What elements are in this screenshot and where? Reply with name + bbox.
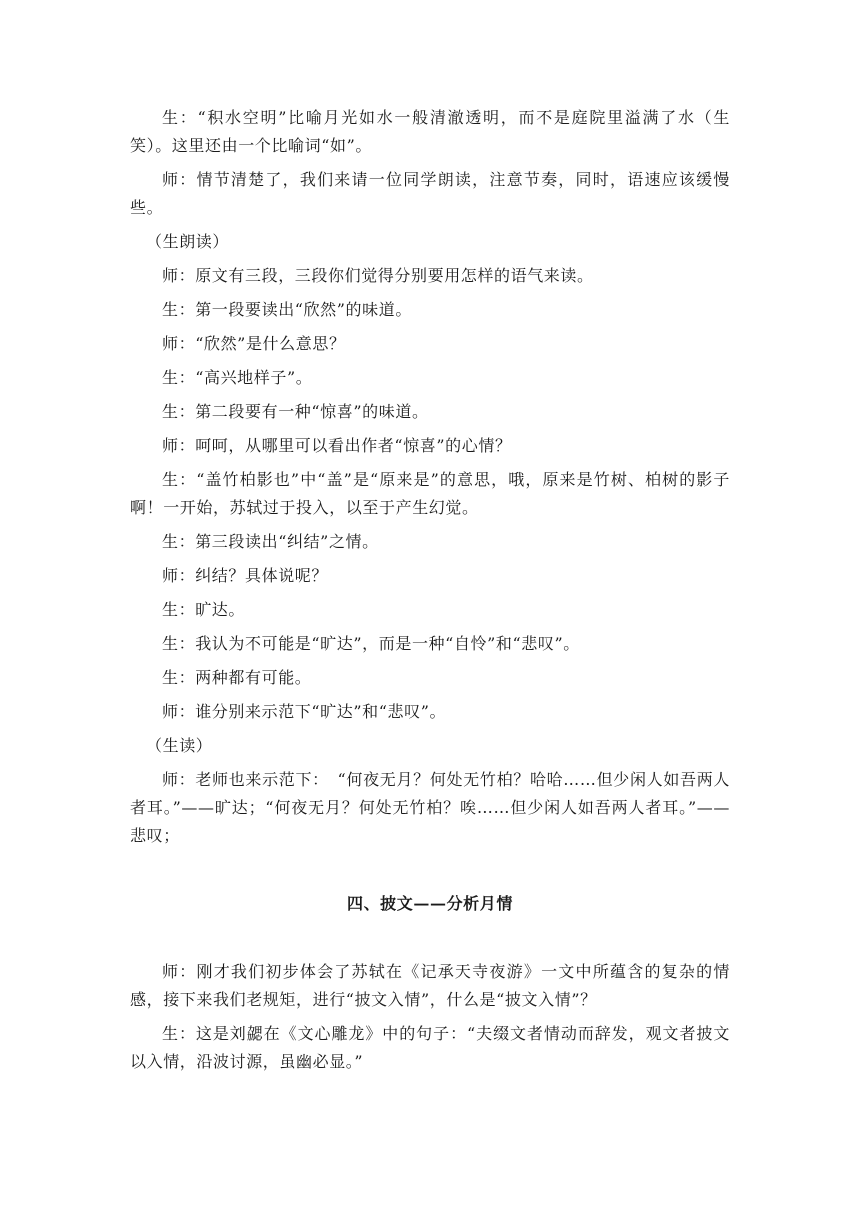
paragraph-student-kuangda: 生：旷达。 <box>162 600 246 619</box>
paragraph-student-xinran: 生：第一段要读出“欣然”的味道。 <box>162 300 412 319</box>
paragraph-student-gai: 生：“盖竹柏影也”中“盖”是“原来是”的意思，哦，原来是竹树、柏树的影子啊！一开始，苏轼过于投入，以至于产生幻觉。 <box>130 470 730 517</box>
paragraph-teacher-jiujie: 师：纠结？具体说呢？ <box>162 566 329 585</box>
paragraph-teacher-xinran-meaning: 师：“欣然”是什么意思？ <box>162 334 346 353</box>
paragraph-teacher-three-sections: 师：原文有三段，三段你们觉得分别要用怎样的语气来读。 <box>162 266 594 285</box>
paragraph-teacher-demo: 师：老师也来示范下： “何夜无月？何处无竹柏？哈哈……但少闲人如吾两人者耳。”——旷达；“何夜无月？何处无竹柏？唉……但少闲人如吾两人者耳。”——悲叹； <box>130 770 730 845</box>
paragraph-student-both: 生：两种都有可能。 <box>162 668 312 687</box>
paragraph-teacher-jingxi: 师：呵呵，从哪里可以看出作者“惊喜”的心情？ <box>162 436 512 455</box>
paragraph-teacher-piwen: 师：刚才我们初步体会了苏轼在《记承天寺夜游》一文中所蕴含的复杂的情感，接下来我们老规矩，进行“披文入情”，什么是“披文入情”？ <box>130 962 730 1009</box>
paragraph-student-jishui: 生：“积水空明”比喻月光如水一般清澈透明，而不是庭院里溢满了水（生笑）。这里还由一个比喻词“如”。 <box>130 108 730 155</box>
stage-note-student-reads: （生朗读） <box>146 232 230 251</box>
paragraph-student-jiujie: 生：第三段读出“纠结”之情。 <box>162 532 379 551</box>
paragraph-student-happy: 生：“高兴地样子”。 <box>162 368 313 387</box>
paragraph-student-liuxie: 生：这是刘勰在《文心雕龙》中的句子：“夫缀文者情动而辞发，观文者披文以入情，沿波讨源，虽幽必显。” <box>130 1024 730 1071</box>
paragraph-student-zilian: 生：我认为不可能是“旷达”，而是一种“自怜”和“悲叹”。 <box>162 634 580 653</box>
paragraph-teacher-reading: 师：情节清楚了，我们来请一位同学朗读，注意节奏，同时，语速应该缓慢些。 <box>130 170 730 217</box>
section-heading: 四、披文——分析月情 <box>346 894 513 913</box>
paragraph-teacher-demo-request: 师：谁分别来示范下“旷达”和“悲叹”。 <box>162 702 447 721</box>
document-page <box>130 104 730 1082</box>
paragraph-student-jingxi: 生：第二段要有一种“惊喜”的味道。 <box>162 402 429 421</box>
stage-note-student-reads-2: （生读） <box>146 736 213 755</box>
